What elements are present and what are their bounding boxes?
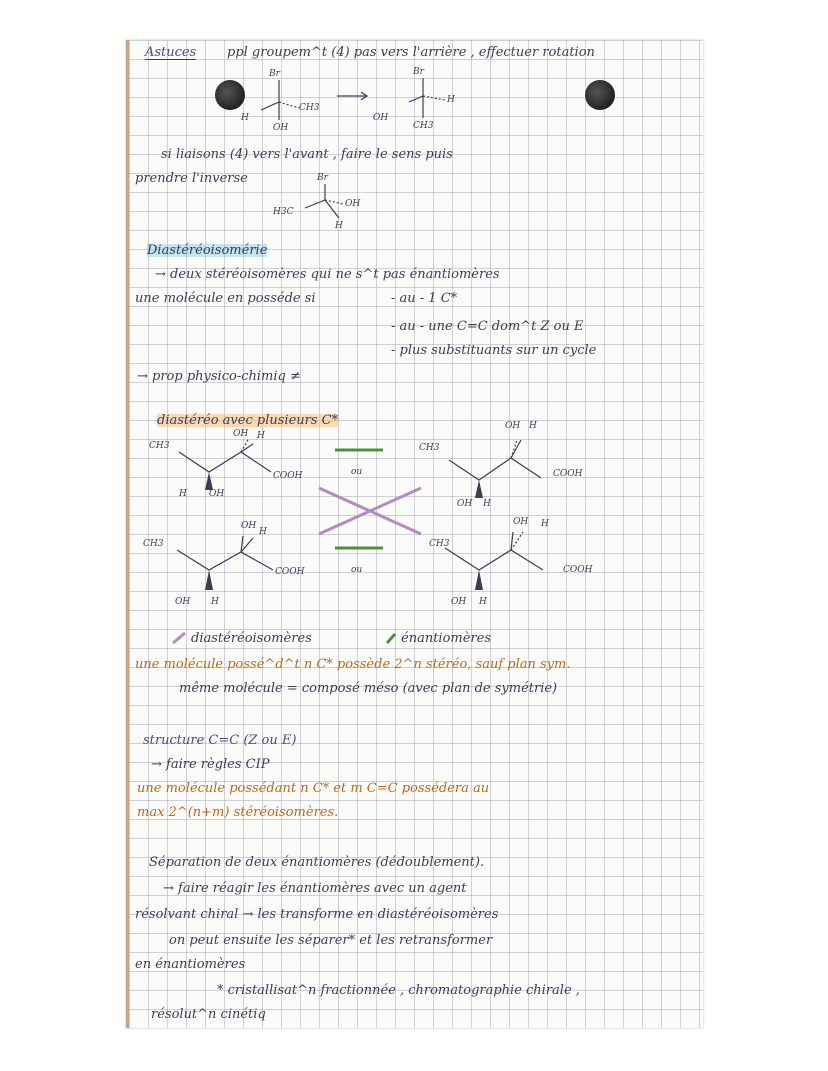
dia2-cooh: COOH <box>553 469 583 479</box>
structure-line2: une molécule possédant n C* et m C=C possédera au <box>137 781 490 796</box>
dia4-cooh: COOH <box>563 565 593 575</box>
mol1-oh: OH <box>273 123 289 133</box>
structure-title: structure C=C (Z ou E) <box>143 733 297 748</box>
dia3-h: H <box>259 527 267 537</box>
astuces-label: Astuces <box>145 45 197 60</box>
separation-line6: résolut^n cinétiq <box>151 1007 266 1022</box>
mol2-br: Br <box>413 67 424 77</box>
dia1-oh-bottom: OH <box>209 489 225 499</box>
dia3-ch3: CH3 <box>143 539 164 549</box>
dia3-oh-bottom: OH <box>175 597 191 607</box>
dia1-oh: OH <box>233 429 249 439</box>
dia4-h-bottom: H <box>479 597 487 607</box>
diastereo-cond1: - au - 1 C* <box>391 291 458 306</box>
separation-line3: on peut ensuite les séparer* et les retransformer <box>169 933 493 948</box>
stereo-note-1: une molécule possé^d^t n C* possède 2^n stéréo, sauf plan sym. <box>135 657 571 672</box>
separation-line5: * cristallisat^n fractionnée , chromatographie chirale , <box>217 983 580 998</box>
mol2-ch3: CH3 <box>413 121 434 131</box>
dia4-h: H <box>541 519 549 529</box>
mol1-ch3: CH3 <box>299 103 320 113</box>
dia1-cooh: COOH <box>273 471 303 481</box>
astuces-text: ppl groupem^t (4) pas vers l'arrière , effectuer rotation <box>227 45 595 60</box>
separation-line2: résolvant chiral → les transforme en diastéréoisomères <box>135 907 499 922</box>
dia2-h: H <box>529 421 537 431</box>
dia2-oh-bottom: OH <box>457 499 473 509</box>
stereo-note-2: même molécule = composé méso (avec plan de symétrie) <box>179 681 558 696</box>
dia2-ch3: CH3 <box>419 443 440 453</box>
mol3-h: H <box>335 221 343 231</box>
mol3-oh: OH <box>345 199 361 209</box>
notebook-page <box>126 40 703 1028</box>
dia3-h-bottom: H <box>211 597 219 607</box>
ou-label-2: ou <box>351 565 363 575</box>
dia3-oh: OH <box>241 521 257 531</box>
mol2-oh: OH <box>373 113 389 123</box>
dia1-h: H <box>257 431 265 441</box>
diastereo-line1: → deux stéréoisomères qui ne s^t pas énantiomères <box>155 267 500 282</box>
diastereo-prop: → prop physico-chimiq ≠ <box>137 369 301 384</box>
dia2-h-bottom: H <box>483 499 491 509</box>
diastereo-title: Diastéréoisomérie <box>147 243 268 258</box>
separation-line1: → faire réagir les énantiomères avec un agent <box>163 881 467 896</box>
mol1-br: Br <box>269 69 280 79</box>
dia4-oh: OH <box>513 517 529 527</box>
diastereo-cond3: - plus substituants sur un cycle <box>391 343 597 358</box>
dia4-ch3: CH3 <box>429 539 450 549</box>
separation-title: Séparation de deux énantiomères (dédoublement). <box>149 855 485 870</box>
legend-enantiomeres: énantiomères <box>401 631 491 646</box>
astuces-line2: si liaisons (4) vers l'avant , faire le sens puis <box>161 147 453 162</box>
legend-diastereoisomeres: diastéréoisomères <box>191 631 312 646</box>
mol3-br: Br <box>317 173 328 183</box>
dia3-cooh: COOH <box>275 567 305 577</box>
mol2-h: H <box>447 95 455 105</box>
structure-line3: max 2^(n+m) stéréoisomères. <box>137 805 339 820</box>
ou-label-1: ou <box>351 467 363 477</box>
dia1-h-bottom: H <box>179 489 187 499</box>
dia2-oh: OH <box>505 421 521 431</box>
separation-line4: en énantiomères <box>135 957 246 972</box>
molecule-drawings <box>129 40 703 1028</box>
diastereo-c-title: diastéréo avec plusieurs C* <box>157 413 339 428</box>
dia4-oh-bottom: OH <box>451 597 467 607</box>
diastereo-line2: une molécule en posséde si <box>135 291 316 306</box>
astuces-line3: prendre l'inverse <box>135 171 248 186</box>
structure-line1: → faire règles CIP <box>151 757 270 772</box>
mol1-h: H <box>241 113 249 123</box>
mol3-h3c: H3C <box>273 207 294 217</box>
dia1-ch3: CH3 <box>149 441 170 451</box>
diastereo-cond2: - au - une C=C dom^t Z ou E <box>391 319 584 334</box>
